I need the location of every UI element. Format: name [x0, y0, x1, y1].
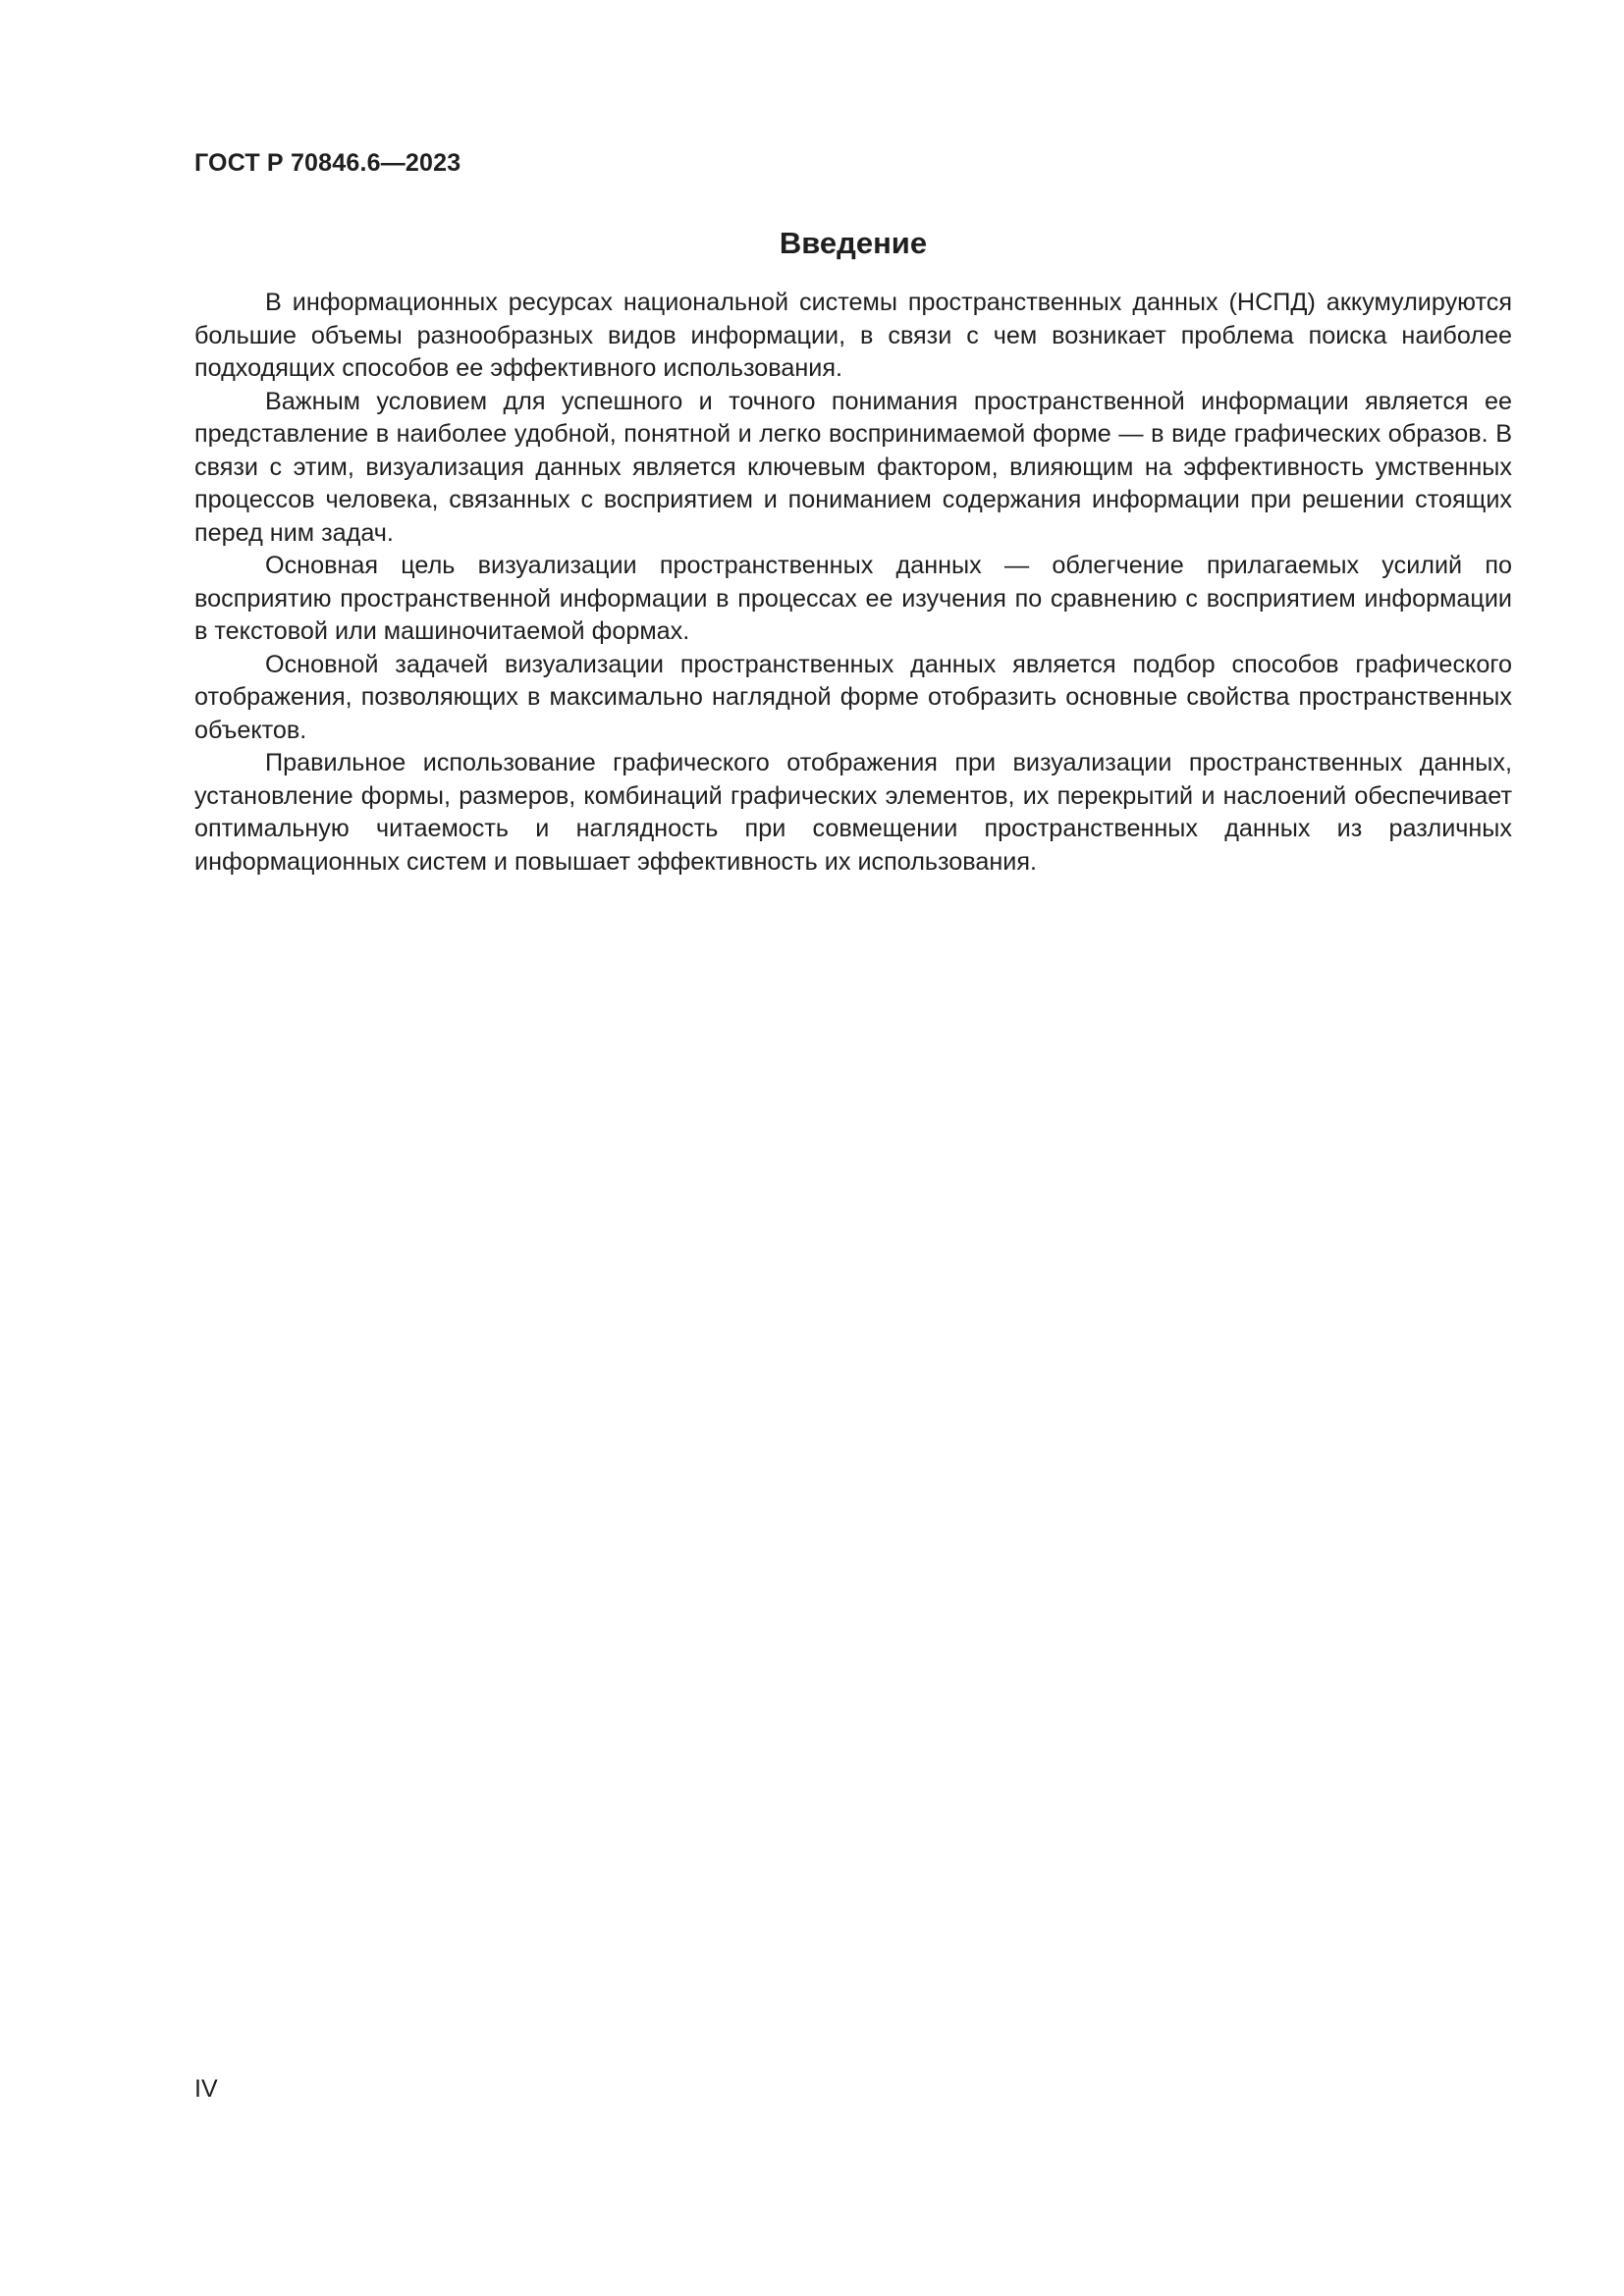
paragraph: Важным условием для успешного и точного понимания пространственной информации является ее представление в наиболее удобной, понятной и легко воспринимаемой форме — в виде графических образов. В связи с этим, визуализация данных является ключевым фактором, влияющим на эффективность умственных процессов человека, связанных с восприятием и пониманием содержания информации при решении стоящих перед ним задач.	[194, 387, 1512, 547]
paragraph: В информационных ресурсах национальной системы пространственных данных (НСПД) аккумулируются большие объемы разнообразных видов информации, в связи с чем возникает проблема поиска наиболее подходящих способов ее эффективного использования.	[194, 289, 1512, 382]
paragraph: Основная цель визуализации пространственных данных — облегчение прилагаемых усилий по восприятию пространственной информации в процессах ее изучения по сравнению с восприятием информации в текстовой или машиночитаемой формах.	[194, 552, 1512, 645]
document-code: ГОСТ Р 70846.6—2023	[194, 149, 461, 177]
paragraph: Правильное использование графического отображения при визуализации пространственных данных, установление формы, размеров, комбинаций графических элементов, их перекрытий и наслоений обеспечивает оптимальную читаемость и наглядность при совмещении пространственных данных из различных информационных систем и повышает эффективность их использования.	[194, 749, 1512, 876]
introduction-body	[194, 287, 1512, 879]
section-title: Введение	[779, 226, 928, 260]
page-number: IV	[194, 2075, 218, 2103]
paragraph: Основной задачей визуализации пространственных данных является подбор способов графического отображения, позволяющих в максимально наглядной форме отобразить основные свойства пространственных объектов.	[194, 650, 1512, 744]
